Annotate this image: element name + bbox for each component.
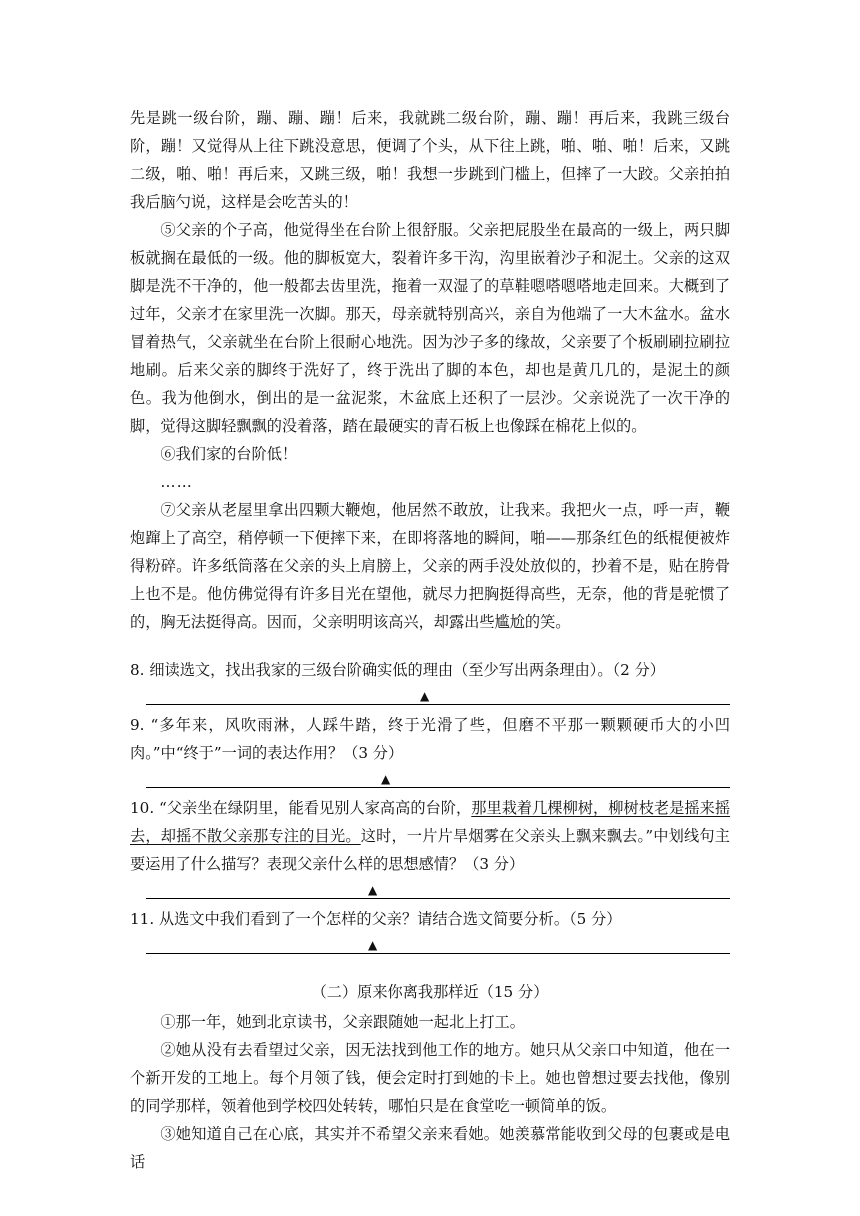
exam-page <box>130 104 730 1176</box>
story1-paragraph-6: ⑥我们家的台阶低！ <box>160 445 298 463</box>
question-8: 8. 细读选文，找出我家的三级台阶确实低的理由（至少写出两条理由）。（2 分） <box>130 661 665 679</box>
triangle-marker-icon: ▲ <box>368 938 378 952</box>
answer-line-11[interactable] <box>146 933 730 954</box>
story2-paragraph-3: ③她知道自己在心底，其实并不希望父亲来看她。她羡慕常能收到父母的包裹或是电话 <box>130 1125 730 1171</box>
story2-title: （二）原来你离我那样近（15 分） <box>311 983 549 1001</box>
question-11: 11. 从选文中我们看到了一个怎样的父亲？请结合选文简要分析。（5 分） <box>130 910 622 928</box>
story1-ellipsis: …… <box>160 473 193 491</box>
answer-line-8[interactable] <box>146 684 730 705</box>
story2-paragraph-1: ①那一年，她到北京读书，父亲跟随她一起北上打工。 <box>160 1013 525 1031</box>
story1-paragraph-7: ⑦父亲从老屋里拿出四颗大鞭炮，他居然不敢放，让我来。我把火一点，呼一声，鞭炮蹿上了高空，稍停顿一下便摔下来，在即将落地的瞬间，啪——那条红色的纸棍便被炸得粉碎。许多纸筒落在父亲的头上肩膀上，父亲的两手没处放似的，抄着不是，贴在胯骨上也不是。他仿佛觉得有许多目光在望他，就尽力把胸挺得高些，无奈，他的背是驼惯了的，胸无法挺得高。因而，父亲明明该高兴，却露出些尴尬的笑。 <box>130 501 730 631</box>
answer-line-10[interactable] <box>146 878 730 899</box>
question-10-underlined-sentence: 那里栽着几棵柳树，柳树枝老是摇来摇去，却摇不散父亲那专注的目光。 <box>130 799 731 845</box>
story1-paragraph-continued: 先是跳一级台阶，蹦、蹦、蹦！后来，我就跳二级台阶，蹦、蹦！再后来，我跳三级台阶，蹦！又觉得从上往下跳没意思，便调了个头，从下往上跳，啪、啪、啪！后来，又跳二级，啪、啪！再后来，又跳三级，啪！我想一步跳到门槛上，但摔了一大跤。父亲拍拍我后脑勺说，这样是会吃苦头的！ <box>130 109 730 211</box>
story2-paragraph-2: ②她从没有去看望过父亲，因无法找到他工作的地方。她只从父亲口中知道，他在一个新开发的工地上。每个月领了钱，便会定时打到她的卡上。她也曾想过要去找他，像别的同学那样，领着他到学校四处转转，哪怕只是在食堂吃一顿简单的饭。 <box>130 1041 730 1115</box>
answer-line-9[interactable] <box>146 767 730 788</box>
question-10 <box>130 794 730 878</box>
triangle-marker-icon: ▲ <box>420 689 430 703</box>
story1-paragraph-5: ⑤父亲的个子高，他觉得坐在台阶上很舒服。父亲把屁股坐在最高的一级上，两只脚板就搁在最低的一级。他的脚板宽大，裂着许多干沟，沟里嵌着沙子和泥土。父亲的这双脚是洗不干净的，他一般都去齿里洗，拖着一双湿了的草鞋嗯嗒嗯嗒地走回来。大概到了过年，父亲才在家里洗一次脚。那天，母亲就特别高兴，亲自为他端了一大木盆水。盆水冒着热气，父亲就坐在台阶上很耐心地洗。因为沙子多的缘故，父亲要了个板刷刷拉刷拉地刷。后来父亲的脚终于洗好了，终于洗出了脚的本色，却也是黄几几的，是泥土的颜色。我为他倒水，倒出的是一盆泥浆，木盆底上还积了一层沙。父亲说洗了一次干净的脚，觉得这脚轻飘飘的没着落，踏在最硬实的青石板上也像踩在棉花上似的。 <box>130 221 730 435</box>
triangle-marker-icon: ▲ <box>368 883 378 897</box>
triangle-marker-icon: ▲ <box>381 772 391 786</box>
question-10-lead: 10. “父亲坐在绿阴里，能看见别人家高高的台阶， <box>130 799 472 817</box>
question-9: 9. “多年来，风吹雨淋，人踩牛踏，终于光滑了些，但磨不平那一颗颗硬币大的小凹肉。”中“终于”一词的表达作用？（3 分） <box>130 716 730 762</box>
question-10-tail: 这时，一片片旱烟雾在父亲头上飘来飘去。”中划线句主要运用了什么描写？表现父亲什么样的思想感情？（3 分） <box>130 827 730 873</box>
